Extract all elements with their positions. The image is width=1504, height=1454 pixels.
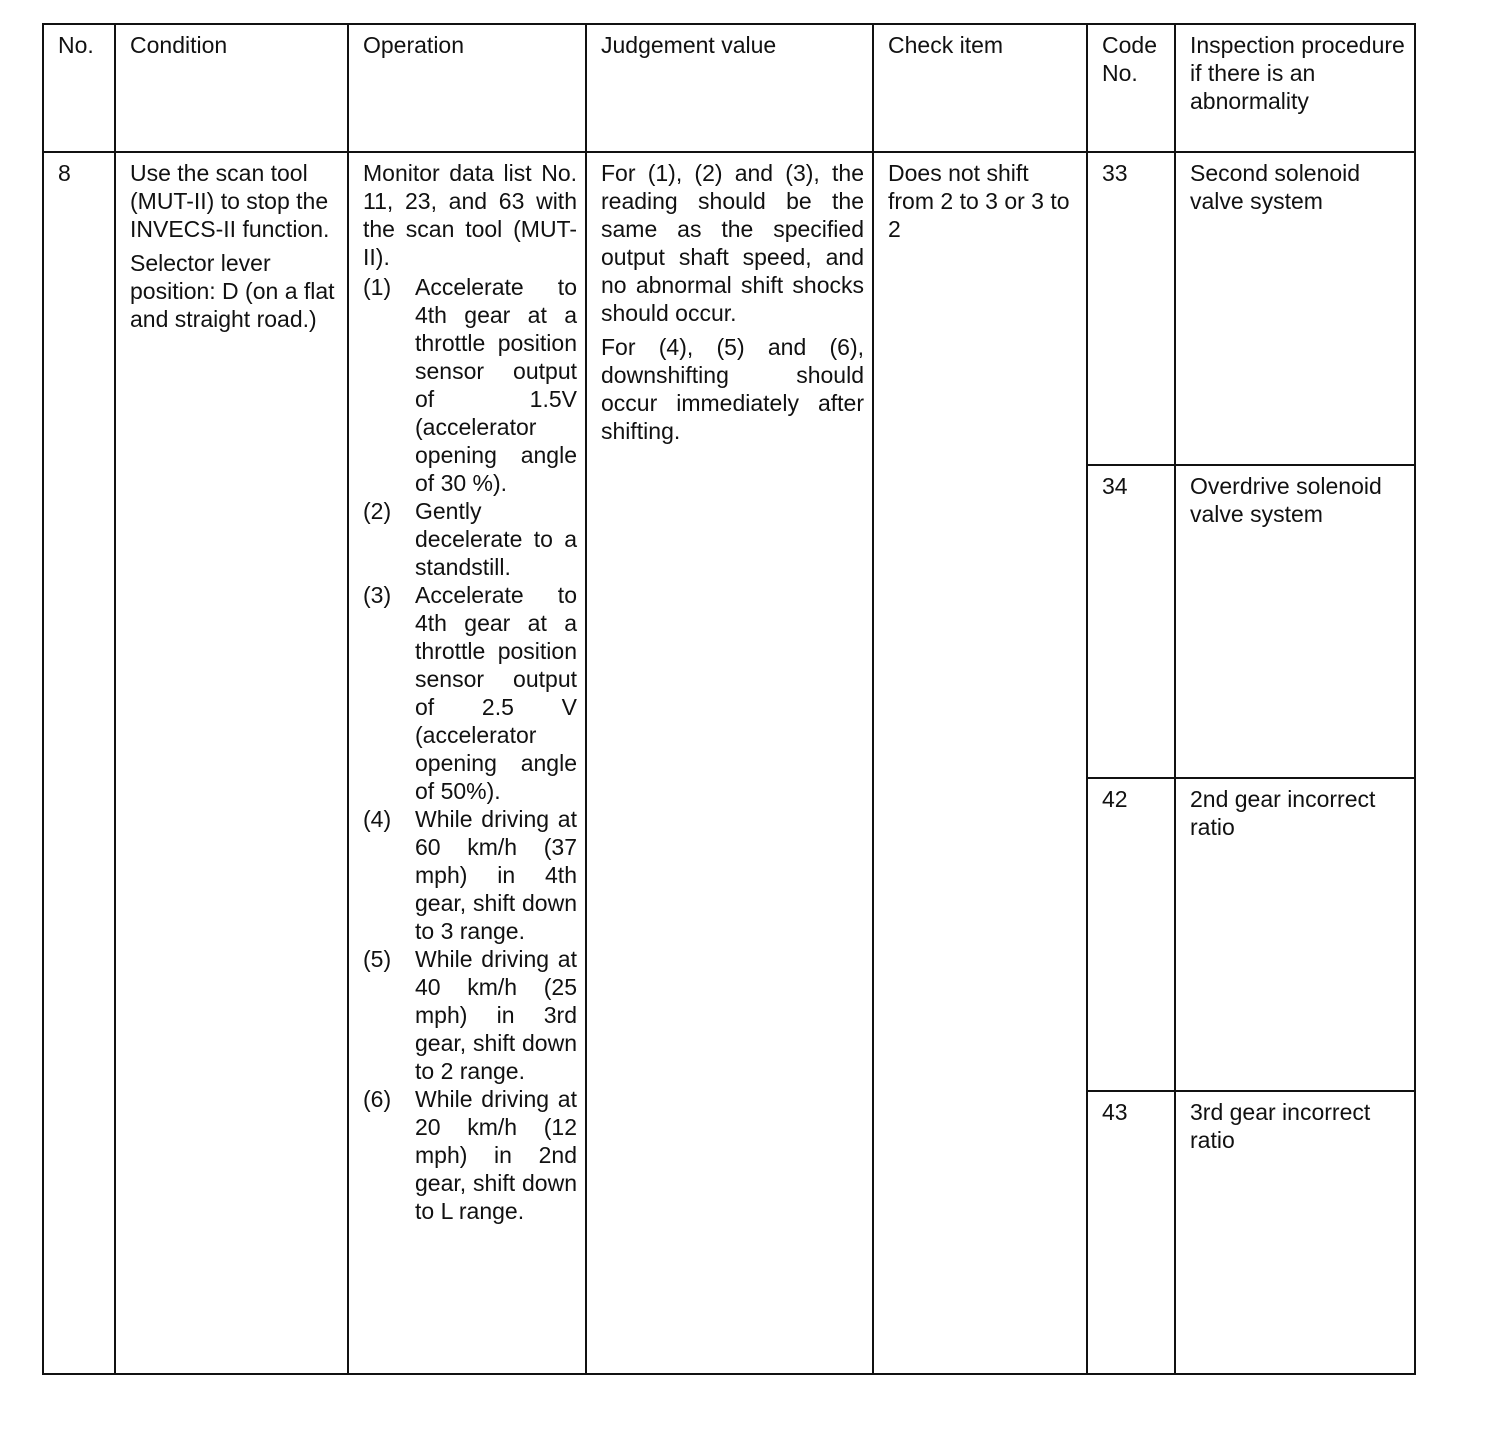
- operation-step: [363, 273, 577, 497]
- operation-cell: [348, 152, 586, 1374]
- step-marker: (4): [363, 806, 392, 832]
- inspection-procedure-cell: Overdrive solenoid valve system: [1175, 465, 1415, 778]
- step-text: While driving at 20 km/h (12 mph) in 2nd gear, shift down to L range.: [415, 1086, 577, 1224]
- judgement-cell: [586, 152, 873, 1374]
- code-no-cell: 33: [1087, 152, 1175, 465]
- code-no-cell: 34: [1087, 465, 1175, 778]
- judgement-text: For (1), (2) and (3), the reading should be the same as the specified output shaft speed, and no abnormal shift shocks should occur.: [601, 160, 864, 326]
- header-operation: Operation: [348, 24, 586, 152]
- inspection-procedure-cell: 2nd gear incorrect ratio: [1175, 778, 1415, 1091]
- row-number: 8: [43, 152, 115, 1374]
- step-text: Accelerate to 4th gear at a throttle position sensor output of 1.5V (accelerator opening angle of 30 %).: [415, 274, 577, 496]
- header-condition: Condition: [115, 24, 348, 152]
- code-no-cell: 43: [1087, 1091, 1175, 1374]
- condition-cell: [115, 152, 348, 1374]
- header-inspection-procedure: Inspection procedure if there is an abnormality: [1175, 24, 1415, 152]
- condition-text: Selector lever position: D (on a flat and straight road.): [130, 250, 335, 332]
- step-marker: (1): [363, 274, 392, 300]
- step-marker: (2): [363, 498, 392, 524]
- step-text: While driving at 40 km/h (25 mph) in 3rd gear, shift down to 2 range.: [415, 946, 577, 1084]
- judgement-text: For (4), (5) and (6), downshifting should occur immediately after shifting.: [601, 334, 864, 444]
- operation-step: [363, 581, 577, 805]
- condition-text: Use the scan tool (MUT-II) to stop the INVECS-II function.: [130, 160, 330, 242]
- inspection-table: [42, 23, 1416, 1375]
- step-text: Gently decelerate to a standstill.: [415, 498, 577, 580]
- header-code-no: Code No.: [1087, 24, 1175, 152]
- header-row: [43, 24, 1415, 152]
- header-judgement-value: Judgement value: [586, 24, 873, 152]
- step-text: While driving at 60 km/h (37 mph) in 4th gear, shift down to 3 range.: [415, 806, 577, 944]
- step-text: Accelerate to 4th gear at a throttle position sensor output of 2.5 V (accelerator opening angle of 50%).: [415, 582, 577, 804]
- step-marker: (5): [363, 946, 392, 972]
- table-row: [43, 152, 1415, 465]
- step-marker: (6): [363, 1086, 392, 1112]
- operation-step: [363, 805, 577, 945]
- inspection-procedure-cell: 3rd gear incorrect ratio: [1175, 1091, 1415, 1374]
- header-no: No.: [43, 24, 115, 152]
- header-check-item: Check item: [873, 24, 1087, 152]
- operation-steps: [363, 273, 577, 1225]
- check-item-cell: Does not shift from 2 to 3 or 3 to 2: [873, 152, 1087, 1374]
- operation-step: [363, 1085, 577, 1225]
- operation-step: [363, 497, 577, 581]
- step-marker: (3): [363, 582, 392, 608]
- code-no-cell: 42: [1087, 778, 1175, 1091]
- inspection-procedure-cell: Second solenoid valve system: [1175, 152, 1415, 465]
- operation-intro: Monitor data list No. 11, 23, and 63 with the scan tool (MUT-II).: [363, 160, 577, 270]
- operation-step: [363, 945, 577, 1085]
